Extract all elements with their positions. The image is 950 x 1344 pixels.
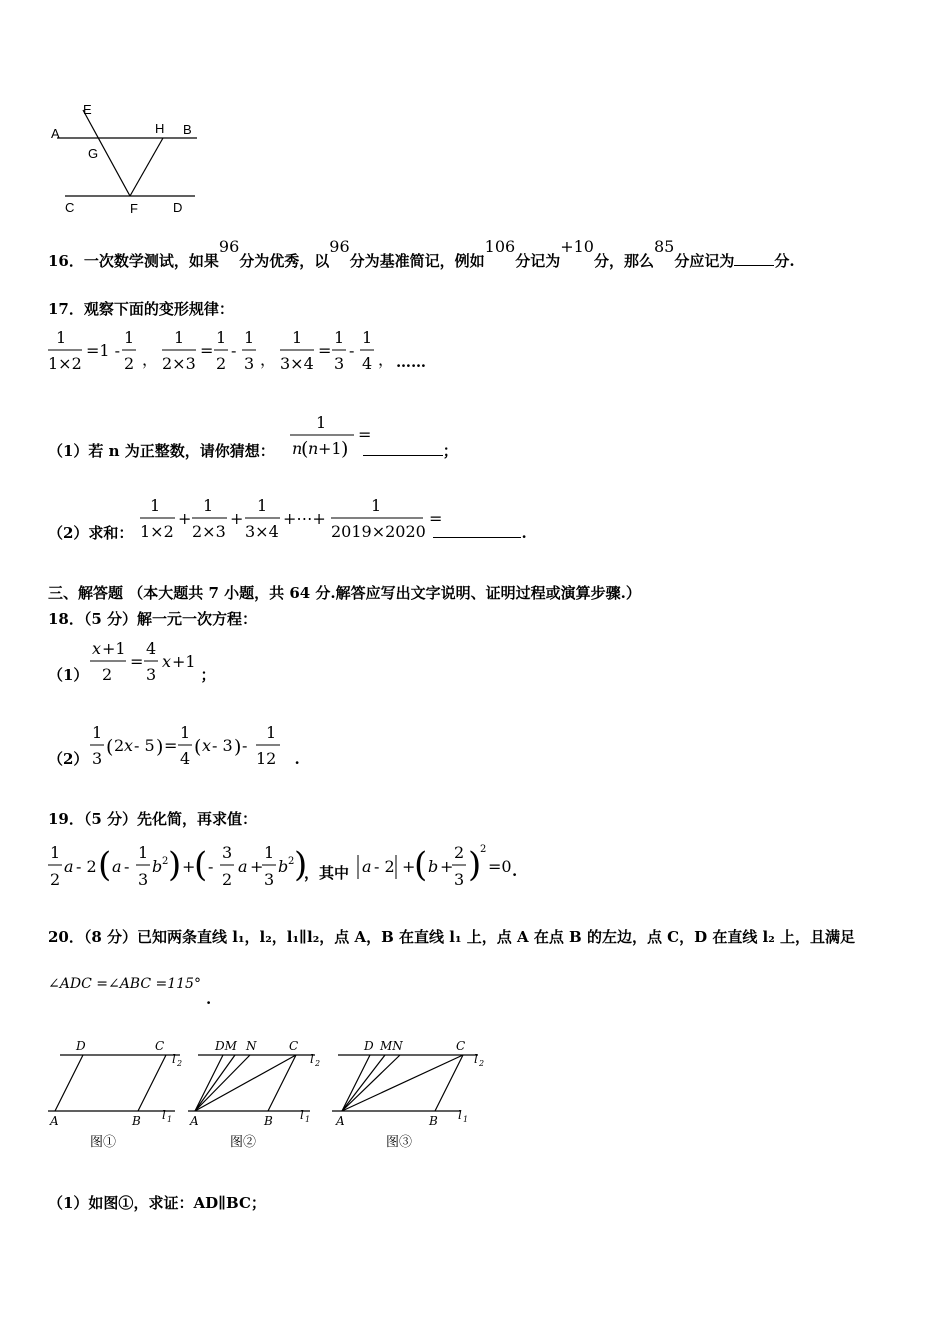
svg-text:2: 2 xyxy=(102,665,113,684)
svg-text:1: 1 xyxy=(180,723,191,742)
svg-text:(: ( xyxy=(194,845,208,885)
svg-text:): ) xyxy=(168,845,182,885)
svg-text:x: x xyxy=(124,736,134,755)
q17-part1-label: （1）若 n 为正整数，请你猜想： xyxy=(48,442,275,460)
q16-text: 分为优秀，以 xyxy=(239,252,330,270)
svg-text:2: 2 xyxy=(50,870,61,889)
svg-text:- 2: - 2 xyxy=(374,857,395,876)
svg-text:1×2: 1×2 xyxy=(48,354,82,373)
q16-text: 分. xyxy=(774,252,795,270)
svg-text:-: - xyxy=(124,857,130,876)
question-19-title: 19．（5 分）先化简，再求值： xyxy=(48,810,258,828)
svg-text:B: B xyxy=(132,1114,141,1128)
svg-text:A: A xyxy=(336,1114,345,1128)
svg-text:b: b xyxy=(278,857,289,876)
q16-value: 96 xyxy=(329,237,350,256)
svg-text:a: a xyxy=(64,857,74,876)
svg-text:l: l xyxy=(310,1052,314,1066)
svg-text:2: 2 xyxy=(288,856,295,867)
svg-text:3×4: 3×4 xyxy=(245,522,279,541)
svg-text:x: x xyxy=(162,652,172,671)
svg-text:=0: =0 xyxy=(488,857,512,876)
svg-text:=: = xyxy=(200,341,214,360)
svg-text:): ) xyxy=(156,736,164,758)
svg-text:+1: +1 xyxy=(318,439,342,458)
svg-text:x: x xyxy=(92,639,102,658)
svg-text:1: 1 xyxy=(334,328,345,347)
svg-text:N: N xyxy=(246,1039,257,1053)
svg-text:+⋯+: +⋯+ xyxy=(283,509,326,528)
q18-part2-end: . xyxy=(294,750,300,768)
svg-text:1: 1 xyxy=(203,496,214,515)
svg-text:，: ， xyxy=(142,350,159,369)
q20-angle-condition xyxy=(48,976,201,992)
svg-text:C: C xyxy=(155,1039,165,1053)
q16-value: 106 xyxy=(484,237,516,256)
svg-text:+1: +1 xyxy=(172,652,196,671)
svg-text:2: 2 xyxy=(177,1059,183,1068)
q16-text: 分应记为 xyxy=(674,252,735,270)
svg-text:- 3: - 3 xyxy=(212,736,233,755)
svg-text:1: 1 xyxy=(216,328,227,347)
section-3-heading: 三、解答题 （本大题共 7 小题，共 64 分.解答应写出文字说明、证明过程或演算步骤.） xyxy=(48,584,641,602)
svg-text:2: 2 xyxy=(480,844,487,855)
svg-text:-: - xyxy=(242,736,248,755)
label-C: C xyxy=(65,200,75,215)
svg-text:l: l xyxy=(172,1052,176,1066)
svg-text:+: + xyxy=(250,857,264,876)
svg-text:MN: MN xyxy=(380,1039,403,1053)
q20-angle-end: . xyxy=(206,990,212,1008)
svg-text:3: 3 xyxy=(454,870,465,889)
angle-equation: ∠ADC =∠ABC =115° xyxy=(48,976,201,992)
q16-text: 分，那么 xyxy=(593,252,654,270)
fig-caption-2: 图② xyxy=(230,1135,257,1150)
svg-text:=: = xyxy=(358,425,372,444)
svg-text:a: a xyxy=(112,857,122,876)
svg-text:2: 2 xyxy=(222,870,233,889)
svg-text:1: 1 xyxy=(463,1115,469,1124)
q16-text: 16．一次数学测试，如果 xyxy=(48,252,219,270)
svg-text:- 2: - 2 xyxy=(76,857,97,876)
svg-text:(: ( xyxy=(301,438,309,460)
svg-text:b: b xyxy=(428,857,439,876)
svg-text:1×2: 1×2 xyxy=(140,522,174,541)
svg-text:+: + xyxy=(182,857,196,876)
svg-text:3: 3 xyxy=(92,749,103,768)
svg-text:，: ， xyxy=(260,350,277,369)
svg-text:3: 3 xyxy=(244,354,255,373)
label-H: H xyxy=(155,121,165,136)
q19-end: . xyxy=(512,862,518,880)
q17-part2-end: . xyxy=(521,524,527,542)
svg-text:4: 4 xyxy=(146,639,157,658)
svg-text:-: - xyxy=(231,341,237,360)
svg-text:a: a xyxy=(362,857,372,876)
svg-text:1: 1 xyxy=(257,496,268,515)
fig-caption-3: 图③ xyxy=(386,1135,413,1150)
svg-text:1: 1 xyxy=(167,1115,173,1124)
svg-text:1: 1 xyxy=(371,496,382,515)
q17-part1 xyxy=(48,440,458,461)
svg-text:+1: +1 xyxy=(102,639,126,658)
svg-text:l: l xyxy=(162,1108,166,1122)
svg-text:a: a xyxy=(238,857,248,876)
svg-text:DM: DM xyxy=(215,1039,237,1053)
svg-text:1: 1 xyxy=(56,328,67,347)
svg-text:1: 1 xyxy=(50,843,61,862)
svg-text:-: - xyxy=(349,341,355,360)
q19-where: ，其中 xyxy=(304,864,350,882)
svg-text:l: l xyxy=(300,1108,304,1122)
svg-text:2: 2 xyxy=(479,1059,485,1068)
svg-text:1: 1 xyxy=(362,328,373,347)
q20-part1: （1）如图①，求证：AD∥BC； xyxy=(48,1194,266,1212)
svg-text:x: x xyxy=(202,736,212,755)
svg-text:3×4: 3×4 xyxy=(280,354,314,373)
label-E: E xyxy=(83,102,92,117)
svg-text:+: + xyxy=(440,857,454,876)
svg-text:n: n xyxy=(292,439,303,458)
svg-text:3: 3 xyxy=(264,870,275,889)
svg-text:1: 1 xyxy=(92,723,103,742)
svg-text:D: D xyxy=(76,1039,86,1053)
q18-part2-label: （2） xyxy=(48,750,89,768)
svg-text:+: + xyxy=(230,509,244,528)
q16-value: 96 xyxy=(218,237,240,256)
svg-text:2: 2 xyxy=(216,354,227,373)
svg-text:- 5: - 5 xyxy=(134,736,155,755)
svg-text:(: ( xyxy=(414,845,428,885)
svg-text:(: ( xyxy=(106,736,114,758)
svg-text:(: ( xyxy=(98,845,112,885)
svg-text:3: 3 xyxy=(334,354,345,373)
svg-text:l: l xyxy=(458,1108,462,1122)
question-20-title: 20．（8 分）已知两条直线 l₁，l₂，l₁∥l₂，点 A，B 在直线 l₁ 上，点 A 在点 B 的左边，点 C，D 在直线 l₂ 上，且满足 xyxy=(48,928,856,946)
svg-text:2: 2 xyxy=(315,1059,321,1068)
svg-text:=: = xyxy=(130,652,144,671)
svg-text:C: C xyxy=(289,1039,299,1053)
question-16 xyxy=(48,237,795,271)
svg-text:3: 3 xyxy=(222,843,233,862)
q17-part2-label: （2）求和： xyxy=(48,524,134,542)
q17-part1-end: ； xyxy=(442,442,458,460)
svg-text:1: 1 xyxy=(292,328,303,347)
q17-pattern-formulas xyxy=(44,325,464,375)
svg-text:2×3: 2×3 xyxy=(192,522,226,541)
svg-text:n: n xyxy=(308,439,319,458)
q19-condition xyxy=(352,838,522,898)
answer-blank xyxy=(433,536,521,538)
svg-text:1: 1 xyxy=(316,413,327,432)
svg-text:C: C xyxy=(456,1039,466,1053)
svg-text:-: - xyxy=(208,857,214,876)
q16-text: 分记为 xyxy=(515,252,561,270)
q16-value: +10 xyxy=(560,237,594,256)
label-G: G xyxy=(88,146,99,161)
svg-text:): ) xyxy=(468,845,482,885)
ellipsis: …… xyxy=(396,353,426,371)
question-18-title: 18．（5 分）解一元一次方程： xyxy=(48,610,258,628)
svg-text:4: 4 xyxy=(180,749,191,768)
q19-expression xyxy=(44,838,334,898)
svg-text:B: B xyxy=(429,1114,438,1128)
q18-part1-end: ； xyxy=(200,666,216,684)
svg-text:1: 1 xyxy=(124,328,135,347)
svg-text:): ) xyxy=(294,845,308,885)
svg-text:4: 4 xyxy=(362,354,373,373)
svg-text:2019×2020: 2019×2020 xyxy=(331,522,426,541)
q18-part2-formula xyxy=(88,720,298,770)
svg-text:b: b xyxy=(152,857,163,876)
svg-text:1: 1 xyxy=(138,843,149,862)
q18-part1-label: （1） xyxy=(48,666,89,684)
svg-text:): ) xyxy=(234,736,242,758)
svg-text:2: 2 xyxy=(454,843,465,862)
svg-text:=1 -: =1 - xyxy=(86,341,121,360)
svg-text:D: D xyxy=(364,1039,374,1053)
svg-text:l: l xyxy=(474,1052,478,1066)
svg-text:+: + xyxy=(402,857,416,876)
svg-text:=: = xyxy=(318,341,332,360)
q16-text: 分为基准简记，例如 xyxy=(349,252,485,270)
geometry-figure-parallel-lines xyxy=(45,100,210,220)
svg-text:=: = xyxy=(429,509,443,528)
svg-text:1: 1 xyxy=(174,328,185,347)
q17-part2-formula xyxy=(135,493,445,543)
svg-text:1: 1 xyxy=(266,723,277,742)
label-A: A xyxy=(51,126,60,141)
svg-text:A: A xyxy=(190,1114,199,1128)
svg-text:A: A xyxy=(50,1114,59,1128)
svg-text:，: ， xyxy=(378,350,395,369)
svg-text:3: 3 xyxy=(146,665,157,684)
svg-text:): ) xyxy=(341,438,349,460)
q16-value: 85 xyxy=(653,237,675,256)
svg-text:1: 1 xyxy=(305,1115,311,1124)
label-B: B xyxy=(183,122,192,137)
question-17-title: 17．观察下面的变形规律： xyxy=(48,300,234,318)
label-D: D xyxy=(173,200,183,215)
answer-blank xyxy=(734,264,774,266)
q17-part1-formula xyxy=(288,410,378,460)
svg-text:1: 1 xyxy=(264,843,275,862)
svg-text:12: 12 xyxy=(256,749,277,768)
svg-text:B: B xyxy=(264,1114,273,1128)
svg-text:2: 2 xyxy=(124,354,135,373)
svg-text:1: 1 xyxy=(150,496,161,515)
label-F: F xyxy=(130,201,138,216)
svg-text:1: 1 xyxy=(244,328,255,347)
fig-caption-1: 图① xyxy=(90,1135,117,1150)
svg-text:2: 2 xyxy=(114,736,125,755)
svg-text:(: ( xyxy=(194,736,202,758)
q20-figures xyxy=(40,1035,500,1155)
svg-text:+: + xyxy=(178,509,192,528)
q18-part1-formula xyxy=(88,636,208,686)
svg-text:2×3: 2×3 xyxy=(162,354,196,373)
svg-text:2: 2 xyxy=(162,856,169,867)
svg-text:3: 3 xyxy=(138,870,149,889)
svg-text:=: = xyxy=(164,736,178,755)
